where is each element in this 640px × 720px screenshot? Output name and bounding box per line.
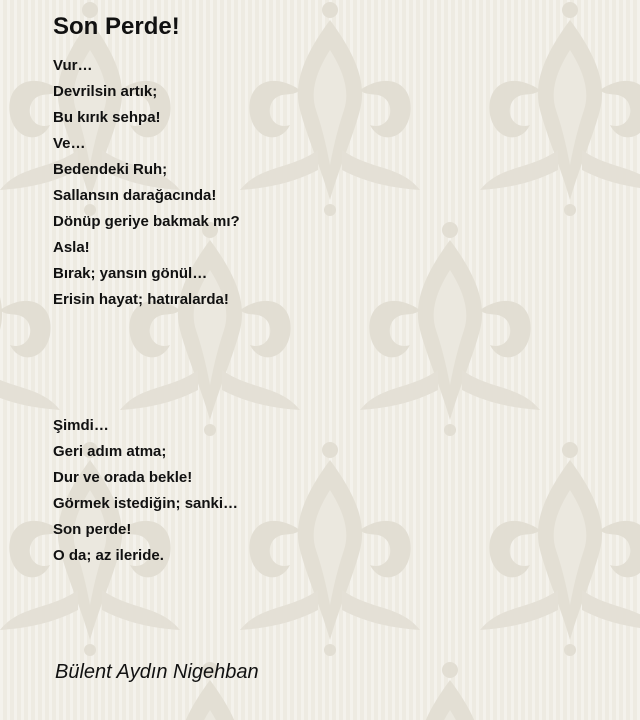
poem-line: Geri adım atma; <box>53 443 167 460</box>
poem-line: Bırak; yansın gönül… <box>53 265 208 282</box>
stanza-2 <box>53 413 238 569</box>
poem-line: Devrilsin artık; <box>53 83 158 100</box>
poem-line: Son perde! <box>53 521 132 538</box>
poem-author: Bülent Aydın Nigehban <box>55 661 259 683</box>
poem-line: Bedendeki Ruh; <box>53 161 168 178</box>
poem-line: Erisin hayat; hatıralarda! <box>53 291 229 308</box>
stanza-1 <box>53 53 240 313</box>
poem-line: Vur… <box>53 57 93 74</box>
poem-line: Sallansın darağacında! <box>53 187 217 204</box>
poem-line: Bu kırık sehpa! <box>53 109 161 126</box>
poem-line: Şimdi… <box>53 417 109 434</box>
poem-title: Son Perde! <box>53 13 180 40</box>
poem-line: Ve… <box>53 135 86 152</box>
poem-line: Görmek istediğin; sanki… <box>53 495 239 512</box>
poem-line: O da; az ileride. <box>53 547 164 564</box>
poem-line: Dönüp geriye bakmak mı? <box>53 213 240 230</box>
poem-line: Dur ve orada bekle! <box>53 469 193 486</box>
poem-line: Asla! <box>53 239 90 256</box>
